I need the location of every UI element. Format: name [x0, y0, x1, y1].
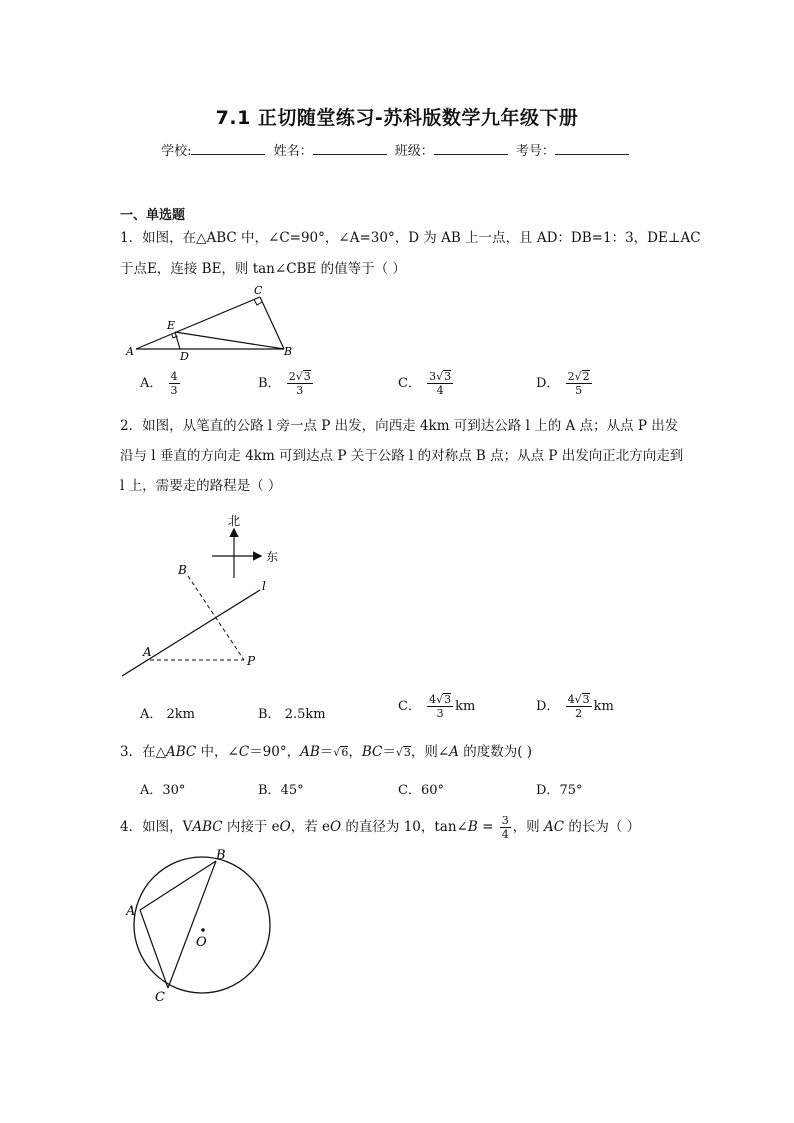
fraction — [500, 814, 511, 841]
q4-part: O — [279, 819, 291, 835]
fraction — [287, 370, 313, 397]
radicand: 3 — [403, 746, 411, 759]
q4-part: 4．如图，V — [120, 819, 193, 835]
option-letter: B． — [258, 783, 281, 798]
numerator: 3 — [501, 814, 509, 827]
exam-no-blank[interactable] — [555, 142, 629, 155]
road-line — [122, 590, 260, 676]
numerator: 4 — [170, 370, 178, 383]
q3-text — [120, 742, 532, 763]
fraction — [566, 693, 592, 720]
q2-label-p: P — [247, 654, 256, 668]
denominator: 3 — [170, 384, 178, 397]
denominator: 3 — [436, 707, 444, 720]
q3-part: C — [238, 744, 250, 760]
q1-label-e: E — [167, 319, 176, 332]
q4-part: = — [477, 819, 498, 835]
q4-part: ABC — [192, 819, 223, 835]
radicand: 3 — [444, 693, 452, 706]
q3-option-a[interactable] — [140, 779, 185, 798]
option-letter: D． — [536, 376, 560, 391]
unit: km — [593, 699, 614, 714]
q3-part: ＝ — [382, 744, 396, 760]
q3-option-d[interactable] — [536, 779, 582, 798]
option-value: 2.5km — [284, 707, 326, 722]
q3-part: 中，∠ — [196, 744, 239, 760]
q3-part: ABC — [165, 744, 197, 760]
option-letter: B． — [258, 376, 281, 391]
option-letter: C． — [398, 699, 421, 714]
q4-part: ，则 — [512, 819, 544, 835]
page-title: 7.1 正切随堂练习-苏科版数学九年级下册 — [215, 107, 579, 129]
exam-no-label: 考号： — [515, 144, 555, 159]
q3-option-c[interactable] — [398, 779, 444, 798]
q4-label-c: C — [155, 990, 165, 1005]
q2-label-l: l — [262, 579, 266, 593]
q3-option-b[interactable] — [258, 779, 304, 798]
denominator: 5 — [575, 384, 583, 397]
q3-part: ， — [348, 744, 362, 760]
coefficient: 2 — [288, 370, 296, 383]
option-letter: D． — [536, 699, 560, 714]
unit: km — [455, 699, 476, 714]
east-label: 东 — [266, 550, 279, 564]
numerator: 4√3 — [429, 693, 452, 706]
q1-option-a[interactable] — [140, 370, 182, 397]
q2-label-b: B — [178, 563, 187, 577]
q4-label-b: B — [216, 848, 226, 863]
coefficient: 3 — [429, 370, 437, 383]
coefficient: 4 — [429, 693, 437, 706]
class-blank[interactable] — [434, 142, 508, 155]
q2-option-d[interactable] — [536, 693, 614, 720]
q1-label-d: D — [180, 350, 189, 362]
fraction — [427, 693, 453, 720]
q4-label-o: O — [196, 935, 207, 950]
center-point — [201, 928, 205, 932]
option-value: 30° — [162, 783, 186, 798]
q2-text-line1: 2．如图，从笔直的公路 l 旁一点 P 出发，向西走 4km 可到达公路 l 上的 A 点；从点 P 出发 — [120, 418, 679, 434]
radicand: 2 — [582, 370, 590, 383]
q1-label-a: A — [126, 345, 134, 358]
q3-part: ＝90°， — [249, 744, 301, 760]
option-letter: C． — [398, 783, 421, 798]
option-letter: A． — [140, 783, 163, 798]
student-info-line — [0, 140, 794, 159]
coefficient: 2 — [567, 370, 575, 383]
q3-part: 3．在△ — [120, 744, 166, 760]
radicand: 3 — [582, 693, 590, 706]
q4-part: 的长为（ ） — [564, 819, 641, 835]
option-value: 60° — [420, 783, 444, 798]
q4-label-a: A — [126, 904, 136, 919]
q1-triangle-figure — [118, 282, 308, 362]
radicand: 6 — [341, 746, 349, 759]
radicand: 3 — [303, 370, 311, 383]
north-label: 北 — [228, 514, 241, 528]
numerator: 3√3 — [429, 370, 452, 383]
class-label: 班级： — [394, 144, 434, 159]
option-letter: A． — [140, 707, 163, 722]
q2-option-a[interactable] — [140, 703, 195, 722]
fraction — [169, 370, 180, 397]
q1-text-line1: 1．如图，在△ABC 中，∠C=90°，∠A=30°，D 为 AB 上一点，且 AD：DB=1：3，DE⊥AC — [120, 230, 701, 246]
q4-part: B — [467, 819, 478, 835]
denominator: 3 — [296, 384, 304, 397]
numerator: 2√2 — [567, 370, 590, 383]
q3-part: ＝ — [319, 744, 334, 760]
section-heading: 一、单选题 — [120, 208, 186, 223]
q3-part: A — [449, 744, 459, 760]
q4-part: O — [330, 819, 342, 835]
option-value: 45° — [280, 783, 304, 798]
option-letter: D． — [536, 783, 560, 798]
q4-part: 内接于 e — [222, 819, 280, 835]
q2-text-line2: 沿与 l 垂直的方向走 4km 可到达点 P 关于公路 l 的对称点 B 点；从点 P 出发向正北方向走到 — [120, 448, 684, 464]
q3-part: 的度数为( ) — [458, 744, 533, 760]
school-label: 学校: — [161, 144, 192, 159]
q1-option-b[interactable] — [258, 370, 315, 397]
numerator: 4√3 — [567, 693, 590, 706]
coefficient: 4 — [567, 693, 575, 706]
q1-option-d[interactable] — [536, 370, 594, 397]
q2-option-c[interactable] — [398, 693, 475, 720]
q1-text-line2: 于点E，连接 BE，则 tan∠CBE 的值等于（ ） — [120, 261, 406, 277]
q1-option-c[interactable] — [398, 370, 455, 397]
q3-part: BC — [361, 744, 383, 760]
sqrt-6: √6 — [333, 746, 349, 759]
sqrt-3: √3 — [395, 746, 411, 759]
q1-label-b: B — [284, 345, 293, 358]
school-blank[interactable] — [191, 142, 265, 155]
q2-label-a: A — [143, 645, 152, 659]
name-blank[interactable] — [313, 142, 387, 155]
denominator: 4 — [436, 384, 444, 397]
q4-part: 的直径为 10，tan∠ — [341, 819, 468, 835]
q4-circle-figure — [116, 848, 282, 1008]
q2-text-line3: l 上，需要走的路程是（ ） — [120, 478, 282, 494]
q3-part: AB — [300, 744, 320, 760]
q4-text — [120, 814, 640, 841]
q2-road-figure — [116, 508, 316, 684]
fraction — [566, 370, 592, 397]
q2-option-b[interactable] — [258, 703, 326, 722]
q1-label-c: C — [254, 284, 263, 297]
option-letter: B． — [258, 707, 281, 722]
option-value: 75° — [559, 783, 583, 798]
denominator: 2 — [575, 707, 583, 720]
numerator: 2√3 — [288, 370, 311, 383]
q4-part: ，若 e — [290, 819, 331, 835]
q3-part: ，则∠ — [410, 744, 450, 760]
q4-part: AC — [543, 819, 565, 835]
fraction — [427, 370, 453, 397]
option-letter: A． — [140, 376, 163, 391]
name-label: 姓名： — [273, 144, 313, 159]
radicand: 3 — [444, 370, 452, 383]
option-letter: C． — [398, 376, 421, 391]
denominator: 4 — [501, 828, 509, 841]
option-value: 2km — [166, 707, 196, 722]
circle-o — [134, 857, 270, 993]
